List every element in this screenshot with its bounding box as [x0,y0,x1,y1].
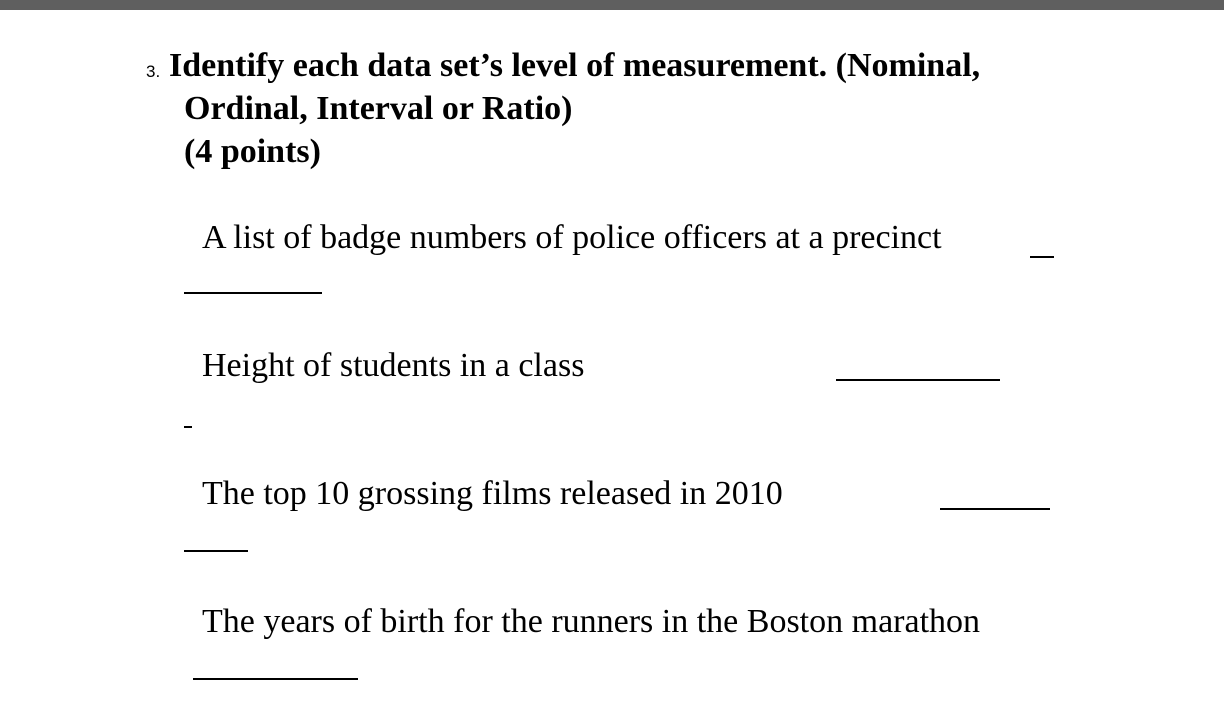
answer-blank-2b[interactable] [184,426,192,428]
question-number: 3. [146,62,161,81]
question-title-line-2: Ordinal, Interval or Ratio) [184,90,573,127]
answer-blank-1b[interactable] [184,292,322,294]
item-prompt-student-height: Height of students in a class [202,347,585,384]
question-points: (4 points) [184,133,321,170]
answer-blank-2a[interactable] [836,379,1000,381]
question-title-line-1: Identify each data set’s level of measurement. (Nominal, [169,47,981,84]
answer-blank-4[interactable] [193,678,358,680]
answer-blank-3b[interactable] [184,550,248,552]
answer-blank-3a[interactable] [940,508,1050,510]
answer-blank-1a[interactable] [1030,256,1054,258]
item-prompt-birth-years: The years of birth for the runners in the Boston marathon [202,603,981,640]
top-border-bar [0,0,1224,10]
item-prompt-badge-numbers: A list of badge numbers of police officers at a precinct [202,219,942,256]
item-prompt-top-films: The top 10 grossing films released in 2010 [202,475,783,512]
